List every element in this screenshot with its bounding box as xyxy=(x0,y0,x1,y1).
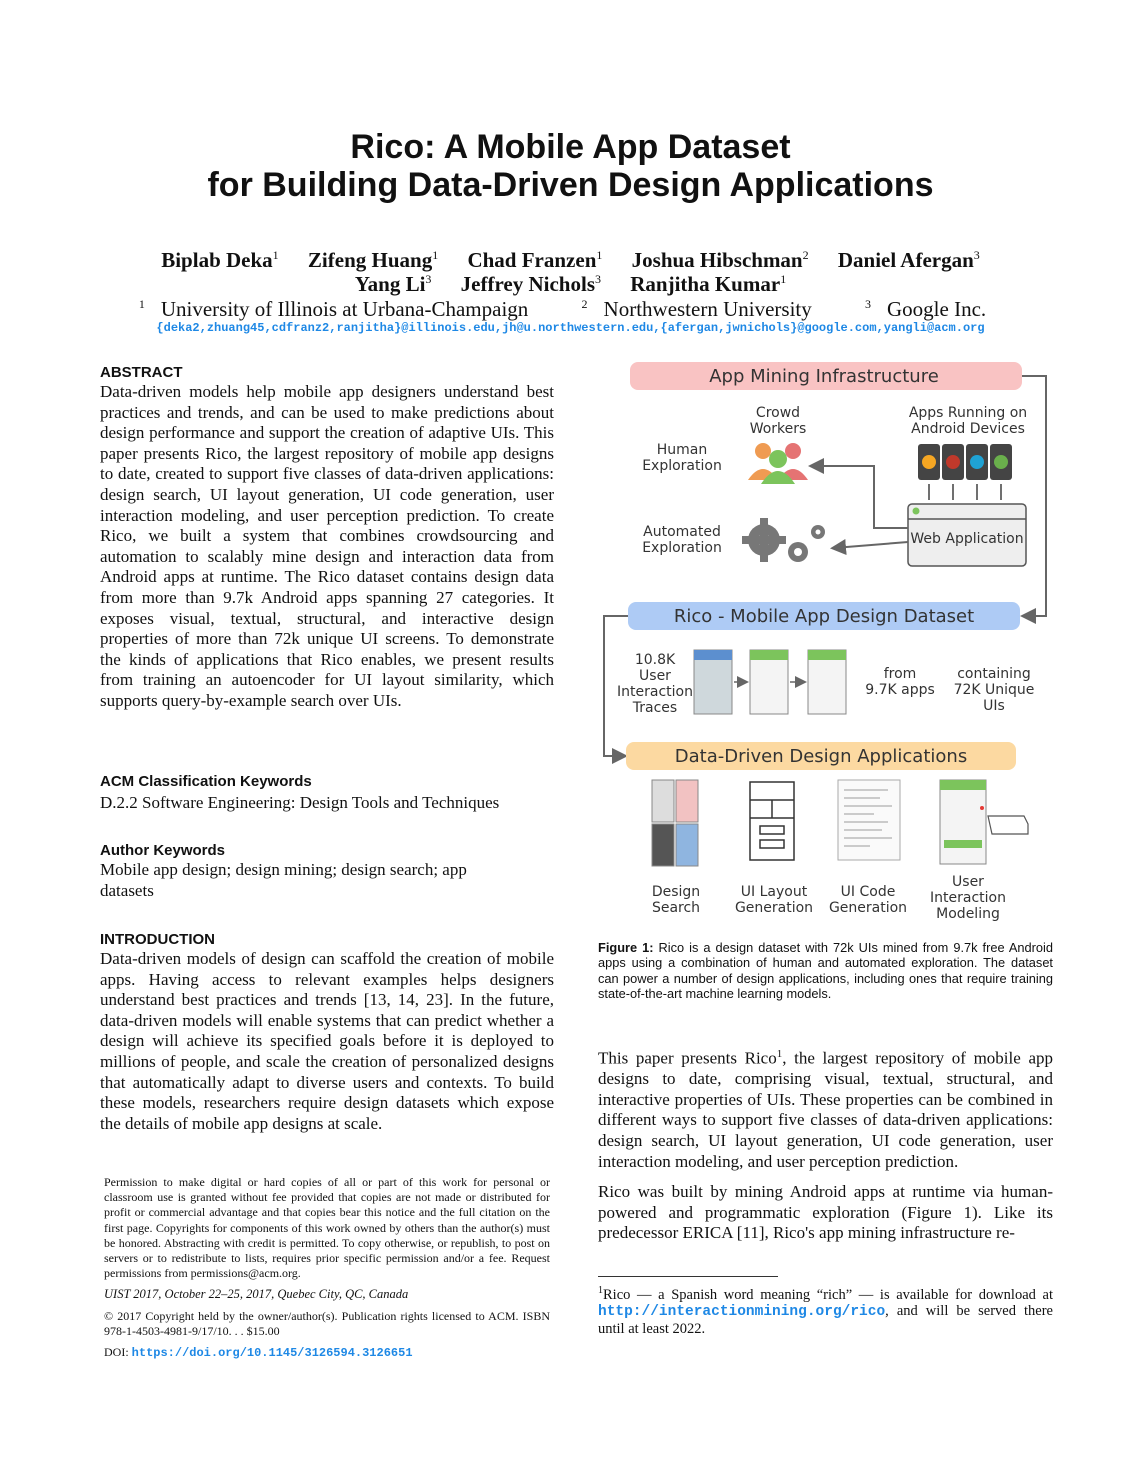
containing-label: containing xyxy=(957,666,1031,682)
app-label-4c: Modeling xyxy=(936,906,1000,922)
author: Daniel Afergan$^3$ xyxy=(837,248,980,272)
author-emails[interactable]: {deka2,zhuang45,cdfranz2,ranjitha}@illinois.edu,jh@u.northwestern.edu,{afergan,jwnichols}@google.com,yangli@acm.org xyxy=(156,321,985,335)
traces-count: 10.8K xyxy=(634,652,676,668)
acm-heading: ACM Classification Keywords xyxy=(100,773,312,790)
keywords-text: Mobile app design; design mining; design search; app datasets xyxy=(100,860,467,900)
app-label-1a: Design xyxy=(651,884,701,900)
author: Ranjitha Kumar$^1$ xyxy=(630,272,787,296)
caption-label: Figure 1: xyxy=(598,940,654,955)
dataset-title: Rico - Mobile App Design Dataset xyxy=(673,606,975,627)
author: Joshua Hibschman$^2$ xyxy=(631,248,809,272)
abstract-heading: ABSTRACT xyxy=(100,364,183,381)
footnote xyxy=(598,1276,1053,1338)
footnote-link[interactable]: http://interactionmining.org/rico xyxy=(598,1304,886,1321)
abstract-text: Data-driven models help mobile app designers understand best practices and trends, and can be used to make predictions about design performance and support the creation of adaptive UIs. This paper presents Rico, the largest repository of mobile app designs to date, created to support five classes of data-driven applications: design search, UI layout generation, UI code generation, user interaction modeling, and user perception prediction. To create Rico, we built a system that combines crowdsourcing and automation to scalably mine design and interaction data from Android apps at runtime. The Rico dataset contains design data from more than 9.7k Android apps spanning 27 categories. It exposes visual, textual, structural, and interactive design properties of more than 72k unique UI screens. To demonstrate the kinds of applications that Rico enables, we present results from training an autoencoder for UI layout similarity, which supports query-by-example search over UIs. xyxy=(100,382,554,710)
intro-text: Data-driven models of design can scaffold the creation of mobile apps. Having access to relevant examples helps designers understand best practices and trends [13, 14, 23]. In the future, data-driven models will enable systems that can predict whether a design will achieve its specified goals before it is deployed to millions of people, and scale the creation of personalized designs that automatically adapt to diverse users and contexts. To build these models, researchers require design datasets which expose the details of mobile app designs at scale. xyxy=(100,949,554,1133)
app-label-3b: Generation xyxy=(828,900,908,916)
author: Yang Li$^3$ xyxy=(354,272,432,296)
interaction-modeling-icon xyxy=(940,780,1028,864)
crowd-label-1: Crowd xyxy=(755,405,801,421)
infra-title: App Mining Infrastructure xyxy=(709,366,939,387)
app-label-2b: Generation xyxy=(734,900,814,916)
apps-title: Data-Driven Design Applications xyxy=(674,746,968,767)
app-label-4b: Interaction xyxy=(930,890,1006,906)
ui-layout-icon xyxy=(750,782,794,860)
app-label-2a: UI Layout xyxy=(740,884,808,900)
author: Jeffrey Nichols$^3$ xyxy=(460,272,601,296)
abstract-section xyxy=(100,364,554,712)
intro-continued xyxy=(598,1044,1053,1244)
affiliations xyxy=(0,291,1141,322)
crowd-label-2: Workers xyxy=(749,421,807,437)
acm-text: D.2.2 Software Engineering: Design Tools and Techniques xyxy=(100,793,500,812)
apps-count: 9.7K apps xyxy=(865,682,935,698)
permission-text: Permission to make digital or hard copies of all or part of this work for personal or classroom use is granted without fee provided that copies are not made or distributed for profit or commercial advantage and that copies bear this notice and the full citation on the first page. Copyrights for components of this work owned by others than the author(s) must be honored. Abstracting with credit is permitted. To copy otherwise, or republish, to post on servers or to redistribute to lists, requires prior specific permission and/or a fee. Request permissions from permissions@acm.org. xyxy=(104,1175,550,1281)
android-devices-icon xyxy=(918,444,1012,480)
human-exploration-label-1: Human xyxy=(656,442,708,458)
title-line-1: Rico: A Mobile App Dataset xyxy=(350,128,791,166)
venue: UIST 2017, October 22–25, 2017, Quebec City, QC, Canada xyxy=(104,1287,409,1302)
automated-exploration-label-1: Automated xyxy=(643,524,721,540)
copyright: © 2017 Copyright held by the owner/author(s). Publication rights licensed to ACM. ISBN 978-1-4503-4981-9/17/10. . . $15.00 xyxy=(104,1308,550,1338)
app-label-3a: UI Code xyxy=(840,884,896,900)
web-application-label: Web Application xyxy=(910,531,1024,547)
app-label-1b: Search xyxy=(651,900,701,916)
traces-label-2: Interaction xyxy=(617,684,693,700)
figure-caption xyxy=(598,940,1053,1002)
apps-running-label-1: Apps Running on xyxy=(908,405,1028,421)
crowd-workers-icon xyxy=(748,443,808,484)
app-label-4a: User xyxy=(952,874,984,890)
device-arrows xyxy=(929,484,1001,500)
automated-exploration-label-2: Exploration xyxy=(642,540,722,556)
permission-block xyxy=(104,1175,550,1361)
doi-link[interactable]: https://doi.org/10.1145/3126594.3126651 xyxy=(131,1346,413,1361)
right-paragraph-1: This paper presents Rico$^1$, the largest repository of mobile app designs to date, comprising visual, textual, structural, and interactive properties of UIs. These properties can be combined in different ways to support five classes of data-driven applications: design search, UI layout generation, UI code generation, user interaction modeling, and user perception prediction. xyxy=(598,1048,1053,1171)
intro-section xyxy=(100,931,554,1134)
keywords-heading: Author Keywords xyxy=(100,842,226,859)
right-paragraph-2: Rico was built by mining Android apps at runtime via human-powered and programmatic exploration (Figure 1). Like its predecessor ERICA [11], Rico's app mining infrastructure re- xyxy=(598,1182,1053,1243)
author: Chad Franzen$^1$ xyxy=(467,248,603,272)
gears-icon xyxy=(742,518,825,562)
footnote-rule xyxy=(598,1276,778,1277)
unique-uis-label: UIs xyxy=(983,698,1005,714)
affiliation: $^2$ Northwestern University xyxy=(581,297,812,321)
design-search-thumbnails xyxy=(652,780,698,866)
author: Zifeng Huang$^1$ xyxy=(307,248,439,272)
doi-line xyxy=(104,1345,550,1361)
footnote-text: $^1$Rico — a Spanish word meaning “rich” — is available for download at http://interactionmining.org/rico, and will be served there until at least 2022. xyxy=(598,1285,1053,1338)
traces-label-3: Traces xyxy=(632,700,678,716)
figure-1 xyxy=(598,360,1058,930)
acm-section xyxy=(100,773,554,814)
affiliation: $^1$ University of Illinois at Urbana-Champaign xyxy=(138,297,529,321)
doi-label: DOI: xyxy=(104,1345,129,1360)
affiliation: $^3$ Google Inc. xyxy=(865,297,987,321)
caption-text: Rico is a design dataset with 72k UIs mined from 9.7k free Android apps using a combination of human and automated exploration. The dataset can power a number of design applications, including ones that require training state-of-the-art machine learning models. xyxy=(598,940,1053,1002)
apps-running-label-2: Android Devices xyxy=(911,421,1025,437)
trace-screens xyxy=(694,650,846,714)
human-exploration-label-2: Exploration xyxy=(642,458,722,474)
title-line-2: for Building Data-Driven Design Applications xyxy=(207,166,934,204)
ui-code-icon xyxy=(838,780,900,860)
author: Biplab Deka$^1$ xyxy=(161,248,279,272)
traces-label-1: User xyxy=(639,668,671,684)
paper-title xyxy=(0,128,1141,204)
intro-heading: INTRODUCTION xyxy=(100,931,215,948)
unique-uis-count: 72K Unique xyxy=(953,682,1035,698)
keywords-section xyxy=(100,842,554,901)
from-label: from xyxy=(883,666,917,682)
